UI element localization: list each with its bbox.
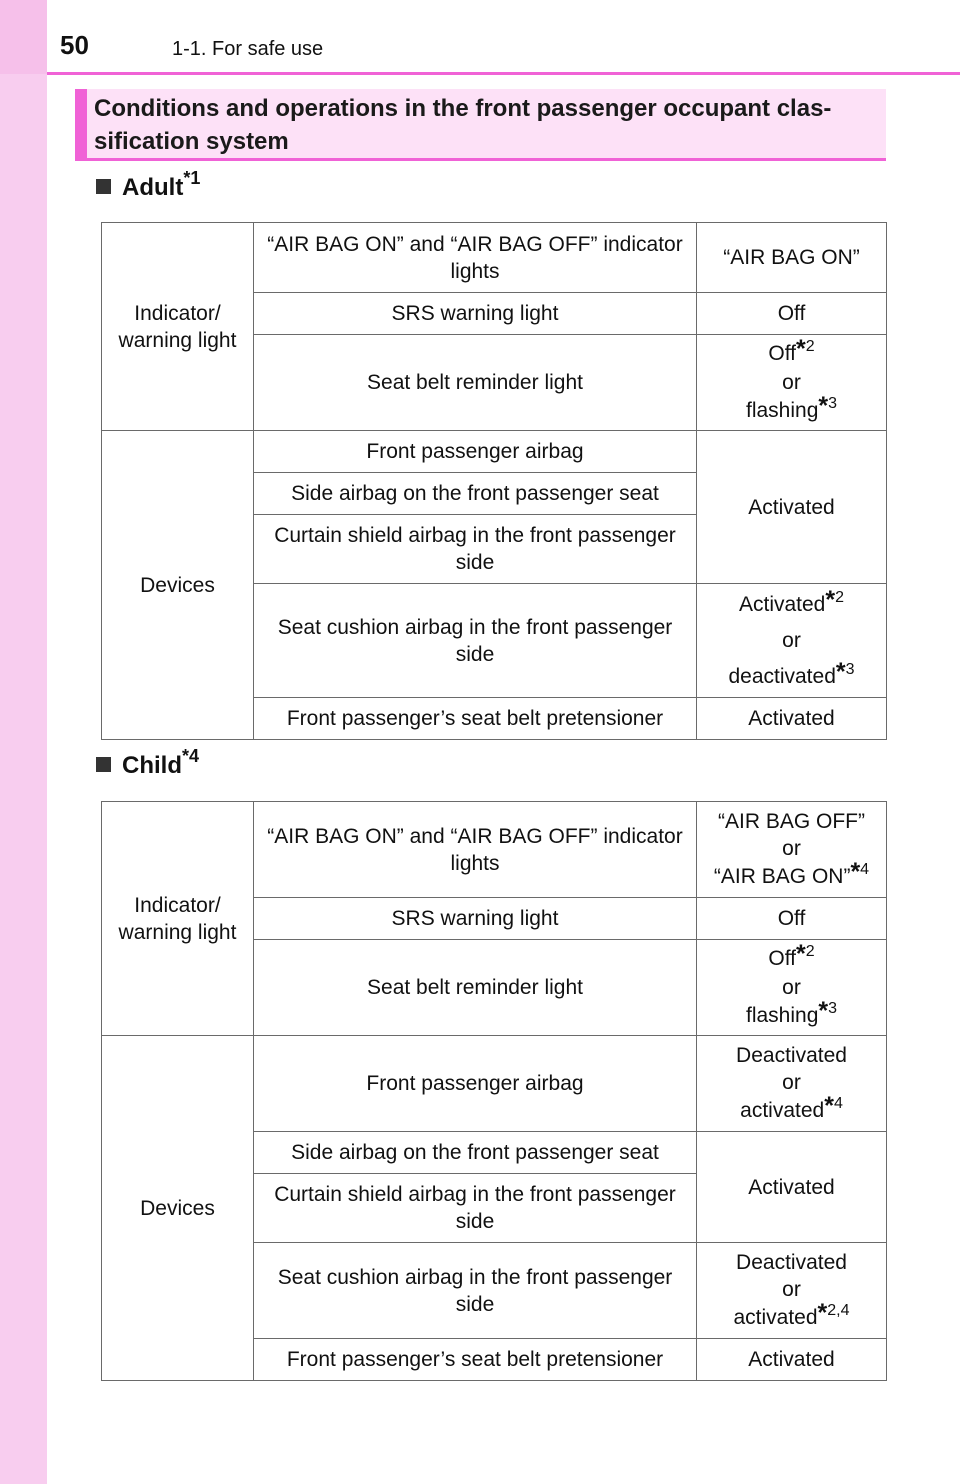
row-label-seat-belt-reminder: Seat belt reminder light [254,335,697,431]
row-value-seat-belt-reminder: Off*$^2$ or flashing*$^3$ [697,940,887,1036]
table-row [102,431,887,473]
conditions-title: Conditions and operations in the front passenger occupant clas-sification system [94,95,832,155]
row-value-srs-warning: Off [697,898,887,940]
row-label-cushion-airbag: Seat cushion airbag in the front passenger side [254,584,697,698]
square-bullet-icon [96,757,111,772]
row-value-cushion-airbag: Activated*$^2$ or deactivated*$^3$ [697,584,887,698]
row-label-seat-belt-reminder: Seat belt reminder light [254,940,697,1036]
header-rule [47,72,960,75]
side-tab-strip-top [0,0,47,74]
group-devices: Devices [102,1036,254,1381]
row-label-indicator-lights: “AIR BAG ON” and “AIR BAG OFF” indicator lights [254,223,697,293]
row-label-curtain-airbag: Curtain shield airbag in the front passenger side [254,1174,697,1243]
row-value-pretensioner: Activated [697,698,887,740]
group-indicator-warning-light: Indicator/ warning light [102,223,254,431]
row-value-seat-belt-reminder: Off*$^2$ or flashing*$^3$ [697,335,887,431]
group-devices: Devices [102,431,254,740]
row-value-front-airbag: Deactivated or activated*$^4$ [697,1036,887,1132]
row-value-indicator-lights: “AIR BAG OFF” or “AIR BAG ON”*$^4$ [697,802,887,898]
adult-heading-footnote: *1 [183,168,201,188]
row-label-pretensioner: Front passenger’s seat belt pretensioner [254,698,697,740]
row-value-srs-warning: Off [697,293,887,335]
child-heading: Child$^{*4}$ [96,752,199,780]
row-value-airbags-activated: Activated [697,1132,887,1243]
adult-heading: Adult$^{*1}$ [96,174,200,202]
table-row [102,1036,887,1132]
row-label-curtain-airbag: Curtain shield airbag in the front passenger side [254,515,697,584]
table-row [102,223,887,293]
section-reference: 1-1. For safe use [172,38,324,60]
adult-table [101,222,887,740]
row-value-pretensioner: Activated [697,1339,887,1381]
row-value-cushion-airbag: Deactivated or activated*$^{2,4}$ [697,1243,887,1339]
row-label-indicator-lights: “AIR BAG ON” and “AIR BAG OFF” indicator lights [254,802,697,898]
row-label-side-airbag: Side airbag on the front passenger seat [254,473,697,515]
child-table [101,801,887,1381]
row-value-indicator-lights: “AIR BAG ON” [697,223,887,293]
row-label-cushion-airbag: Seat cushion airbag in the front passenger side [254,1243,697,1339]
row-label-srs-warning: SRS warning light [254,293,697,335]
child-heading-footnote: *4 [182,746,200,766]
table-row [102,802,887,898]
page-number: 50 [60,30,89,60]
row-label-pretensioner: Front passenger’s seat belt pretensioner [254,1339,697,1381]
square-bullet-icon [96,179,111,194]
group-indicator-warning-light: Indicator/ warning light [102,802,254,1036]
side-tab-strip [0,0,47,1484]
row-value-airbags-activated: Activated [697,431,887,584]
row-label-side-airbag: Side airbag on the front passenger seat [254,1132,697,1174]
row-label-front-airbag: Front passenger airbag [254,1036,697,1132]
row-label-srs-warning: SRS warning light [254,898,697,940]
row-label-front-airbag: Front passenger airbag [254,431,697,473]
